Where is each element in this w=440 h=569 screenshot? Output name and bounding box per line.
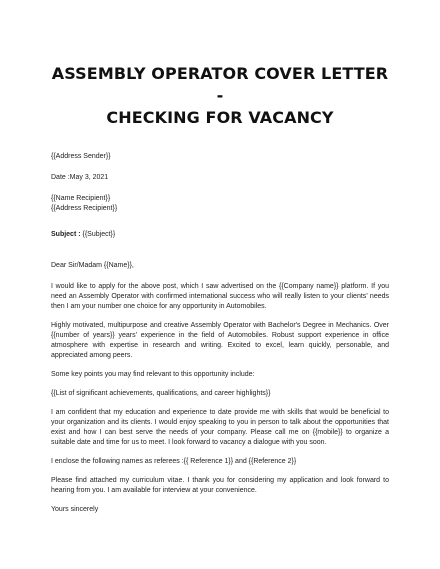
- subject-value: {{Subject}}: [80, 231, 116, 238]
- salutation: Dear Sir/Madam {{Name}},: [51, 262, 134, 269]
- letter-date: Date :May 3, 2021: [51, 174, 109, 181]
- paragraph-attachment: Please find attached my curriculum vitae. I thank you for considering my application and look forward to hearing from you. I am available for interview at your convenience.: [51, 477, 389, 494]
- paragraph-key-points: Some key points you may find relevant to this opportunity include:: [51, 371, 255, 378]
- title-line-2: CHECKING FOR VACANCY: [106, 108, 334, 127]
- title-line-1: ASSEMBLY OPERATOR COVER LETTER -: [51, 64, 389, 105]
- address-sender: {{Address Sender}}: [51, 153, 111, 160]
- name-recipient: {{Name Recipient}}: [51, 195, 111, 202]
- letter-body: [51, 152, 389, 515]
- document-title: [51, 0, 389, 129]
- paragraph-referees: I enclose the following names as referees :{{ Reference 1}} and {{Reference 2}}: [51, 458, 297, 465]
- paragraph-profile: Highly motivated, multipurpose and creative Assembly Operator with Bachelor's Degree in Mechanics. Over {{number of years}} years’ experience in the field of Automobiles. Robust support experience in office atmosphere with expertise in research and writing. Excited to excel, learn quickly, personable, and appreciated among peers.: [51, 322, 389, 359]
- address-recipient: {{Address Recipient}}: [51, 205, 118, 212]
- paragraph-confidence: I am confident that my education and experience to date provide me with skills that would be beneficial to your organization and its clients. I would enjoy speaking to you in person to talk about the opportunities that exist and how I can best serve the needs of your company. Please call me on {{mobile}} to organize a suitable date and time for us to meet. I look forward to vacancy a dialogue with you soon.: [51, 409, 389, 446]
- subject-line: [51, 230, 389, 240]
- paragraph-achievements: {{List of significant achievements, qualifications, and career highlights}}: [51, 390, 271, 397]
- paragraph-intro: I would like to apply for the above post, which I saw advertised on the {{Company name}} platform. If you need an Assembly Operator with confirmed international success who will really listen to your clients’ needs then I am your number one choice for any opportunity in Automobiles.: [51, 283, 389, 310]
- closing: Yours sincerely: [51, 506, 99, 513]
- subject-label: Subject :: [51, 231, 81, 238]
